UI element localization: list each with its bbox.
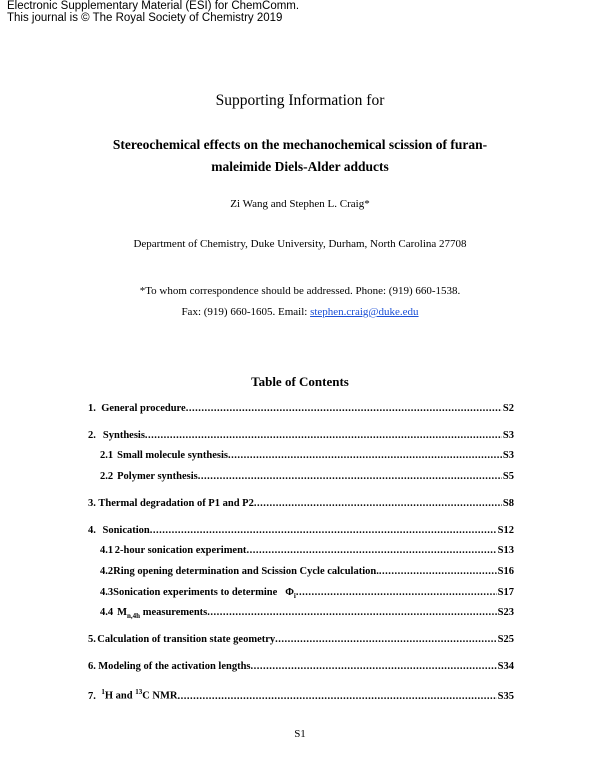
toc-page: S2 — [502, 403, 514, 414]
toc-leader — [186, 403, 502, 414]
si-title: Supporting Information for — [215, 92, 385, 109]
toc-page: S13 — [497, 545, 514, 556]
toc-item-2hour-sonication[interactable] — [100, 545, 514, 561]
toc-number: 4.2 — [100, 566, 114, 577]
affiliation: Department of Chemistry, Duke University, Durham, North Carolina 27708 — [133, 238, 467, 250]
toc-item-thermal-degradation[interactable] — [88, 498, 514, 514]
toc-item-sonication-experiments[interactable] — [100, 587, 514, 603]
toc-number: 1. — [88, 403, 96, 414]
toc-page: S8 — [502, 498, 514, 509]
mn-symbol: M — [117, 607, 128, 618]
toc-leader — [251, 661, 497, 672]
correspondence-line: *To whom correspondence should be addressed. Phone: (919) 660-1538. — [139, 285, 461, 297]
toc-item-transition-state[interactable] — [88, 634, 514, 650]
contact-info — [0, 281, 600, 323]
toc-number: 3. — [88, 498, 96, 509]
toc-leader — [198, 471, 502, 482]
toc-number: 7. — [88, 690, 96, 702]
toc-label: 2-hour sonication experiment — [114, 545, 247, 556]
toc-page: S12 — [497, 525, 514, 536]
toc-item-synthesis[interactable] — [88, 430, 514, 446]
paper-title-line-2: maleimide Diels-Alder adducts — [211, 159, 389, 174]
toc-label — [117, 607, 207, 620]
toc-leader — [246, 545, 496, 556]
toc-label: Ring opening determination and Scission Cycle calculation. — [113, 566, 379, 577]
toc-label-text: H and — [104, 690, 136, 702]
toc-leader — [379, 566, 497, 577]
toc-leader — [293, 587, 497, 601]
fax-email-line — [0, 302, 600, 323]
toc-number: 5. — [88, 634, 96, 645]
toc-label: Synthesis — [102, 430, 145, 441]
toc-label: General procedure — [101, 403, 186, 414]
paper-title-line-1: Stereochemical effects on the mechanochemical scission of furan- — [112, 137, 488, 152]
mn-subscript: n,4h — [127, 612, 141, 621]
toc-item-sonication[interactable] — [88, 525, 514, 541]
toc-leader — [254, 498, 502, 509]
toc-leader — [145, 430, 502, 441]
fax-text: Fax: (919) 660-1605. Email: — [181, 306, 311, 318]
toc-item-nmr[interactable] — [88, 688, 514, 704]
toc-label — [101, 688, 177, 702]
toc-item-ring-opening[interactable] — [100, 566, 514, 582]
toc-item-small-molecule-synthesis[interactable] — [100, 450, 514, 466]
toc-item-mn-measurements[interactable] — [100, 607, 514, 623]
toc-title: Table of Contents — [251, 374, 349, 389]
toc-label: Sonication — [102, 525, 150, 536]
toc-page: S34 — [497, 661, 514, 672]
toc-leader — [228, 450, 502, 461]
toc-page: S25 — [497, 634, 514, 645]
paper-title — [0, 134, 600, 178]
toc-number: 4.1 — [100, 545, 114, 556]
toc-number: 2.2 — [100, 471, 114, 482]
toc-page: S3 — [502, 430, 514, 441]
toc-leader — [275, 634, 497, 645]
toc-page: S16 — [497, 566, 514, 577]
header-line-esi: Electronic Supplementary Material (ESI) for ChemComm. — [7, 0, 300, 12]
toc-leader — [177, 691, 496, 702]
toc-number: 4.4 — [100, 607, 114, 618]
toc-page: S17 — [497, 587, 514, 598]
toc-number: 6. — [88, 661, 96, 672]
toc-label: Small molecule synthesis — [117, 450, 228, 461]
phi-subscript: i — [293, 592, 296, 601]
header-line-copyright: This journal is © The Royal Society of Chemistry 2019 — [7, 12, 283, 24]
toc-page: S5 — [502, 471, 514, 482]
toc-label — [113, 587, 296, 600]
toc-label: Calculation of transition state geometry — [97, 634, 276, 645]
page-number: S1 — [294, 728, 306, 740]
toc-page: S3 — [502, 450, 514, 461]
toc-page: S35 — [497, 690, 514, 702]
journal-header — [7, 0, 299, 24]
toc-label: Modeling of the activation lengths — [98, 661, 251, 672]
toc-label-text-end: C NMR — [142, 690, 178, 702]
phi-symbol: Φ — [285, 587, 294, 598]
toc-item-polymer-synthesis[interactable] — [100, 471, 514, 487]
toc-number: 4.3 — [100, 587, 114, 598]
toc-leader — [207, 607, 496, 618]
toc-item-activation-lengths[interactable] — [88, 661, 514, 677]
toc-item-general-procedure[interactable] — [88, 403, 514, 419]
toc-number: 2. — [88, 430, 96, 441]
toc-label-text: Sonication experiments to determine — [113, 587, 278, 598]
h1-superscript: 1 — [101, 688, 105, 696]
authors: Zi Wang and Stephen L. Craig* — [230, 198, 370, 210]
toc-label: Thermal degradation of P1 and P2 — [98, 498, 254, 509]
toc-page: S23 — [497, 607, 514, 618]
toc-number: 4. — [88, 525, 96, 536]
toc-label: Polymer synthesis — [117, 471, 198, 482]
toc-number: 2.1 — [100, 450, 114, 461]
toc-leader — [150, 525, 497, 536]
email-link[interactable]: stephen.craig@duke.edu — [310, 306, 419, 318]
toc-label-text: measurements — [140, 607, 208, 618]
c13-superscript: 13 — [135, 688, 143, 696]
